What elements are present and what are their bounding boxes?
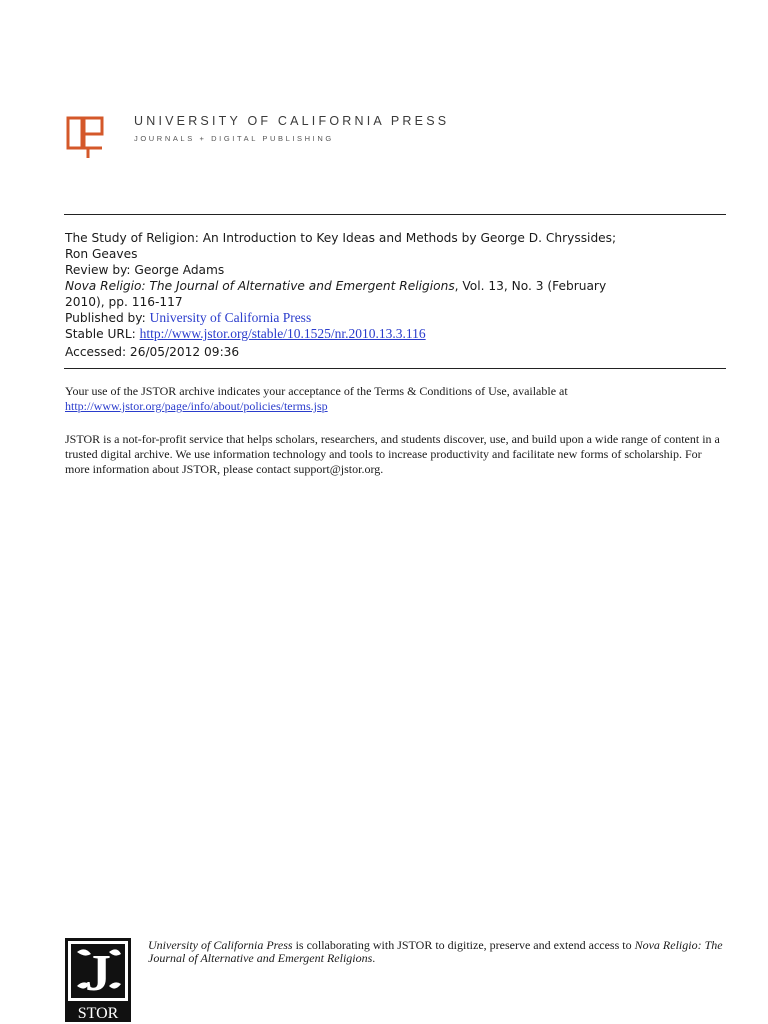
article-title-cont: Ron Geaves bbox=[65, 247, 138, 261]
accessed-date: Accessed: 26/05/2012 09:36 bbox=[65, 345, 240, 359]
journal-details: , Vol. 13, No. 3 (February bbox=[454, 279, 607, 293]
article-title: The Study of Religion: An Introduction to Key Ideas and Methods by George D. Chryssides; bbox=[65, 231, 617, 245]
footer-period: . bbox=[372, 951, 376, 965]
divider-bottom bbox=[64, 368, 726, 369]
jstor-logo-icon bbox=[65, 938, 131, 1022]
journal-pages: 2010), pp. 116-117 bbox=[65, 295, 183, 309]
footer-journal: Nova Religio: The Journal of Alternative and Emergent Religions bbox=[148, 938, 723, 965]
publisher-name: UNIVERSITY OF CALIFORNIA PRESS bbox=[134, 114, 450, 128]
svg-text:J: J bbox=[85, 945, 111, 1002]
publisher-header bbox=[66, 110, 766, 160]
jstor-logo-text: STOR bbox=[77, 1005, 119, 1022]
stable-url bbox=[65, 326, 725, 342]
published-by bbox=[65, 310, 725, 326]
about-jstor: JSTOR is a not-for-profit service that helps scholars, researchers, and students discover, use, and build upon a wide range of content in a trusted digital archive. We use information technology and tools to increase productivity and facilitate new forms of scholarship. For more information about JSTOR, please contact support@jstor.org. bbox=[65, 432, 720, 476]
terms-notice bbox=[65, 384, 727, 414]
journal-source bbox=[65, 278, 725, 294]
review-by: Review by: George Adams bbox=[65, 263, 225, 277]
publisher-link[interactable]: University of California Press bbox=[149, 310, 312, 325]
journal-title: Nova Religio: The Journal of Alternative and Emergent Religions bbox=[65, 279, 455, 293]
footer-collab-text: is collaborating with JSTOR to digitize, preserve and extend access to bbox=[292, 938, 635, 952]
terms-text: Your use of the JSTOR archive indicates your acceptance of the Terms & Conditions of Use, available at bbox=[65, 384, 568, 398]
ucpress-logo-icon bbox=[66, 114, 106, 160]
footer-publisher: University of California Press bbox=[148, 938, 293, 952]
citation-block bbox=[65, 230, 725, 360]
stable-url-label: Stable URL: bbox=[65, 327, 140, 341]
divider-top bbox=[64, 214, 726, 215]
stable-url-link[interactable]: http://www.jstor.org/stable/10.1525/nr.2010.13.3.116 bbox=[139, 326, 426, 341]
publisher-tagline: JOURNALS + DIGITAL PUBLISHING bbox=[134, 134, 334, 143]
terms-link[interactable]: http://www.jstor.org/page/info/about/policies/terms.jsp bbox=[65, 399, 328, 413]
footer-collab-notice bbox=[148, 939, 728, 965]
published-by-label: Published by: bbox=[65, 311, 150, 325]
